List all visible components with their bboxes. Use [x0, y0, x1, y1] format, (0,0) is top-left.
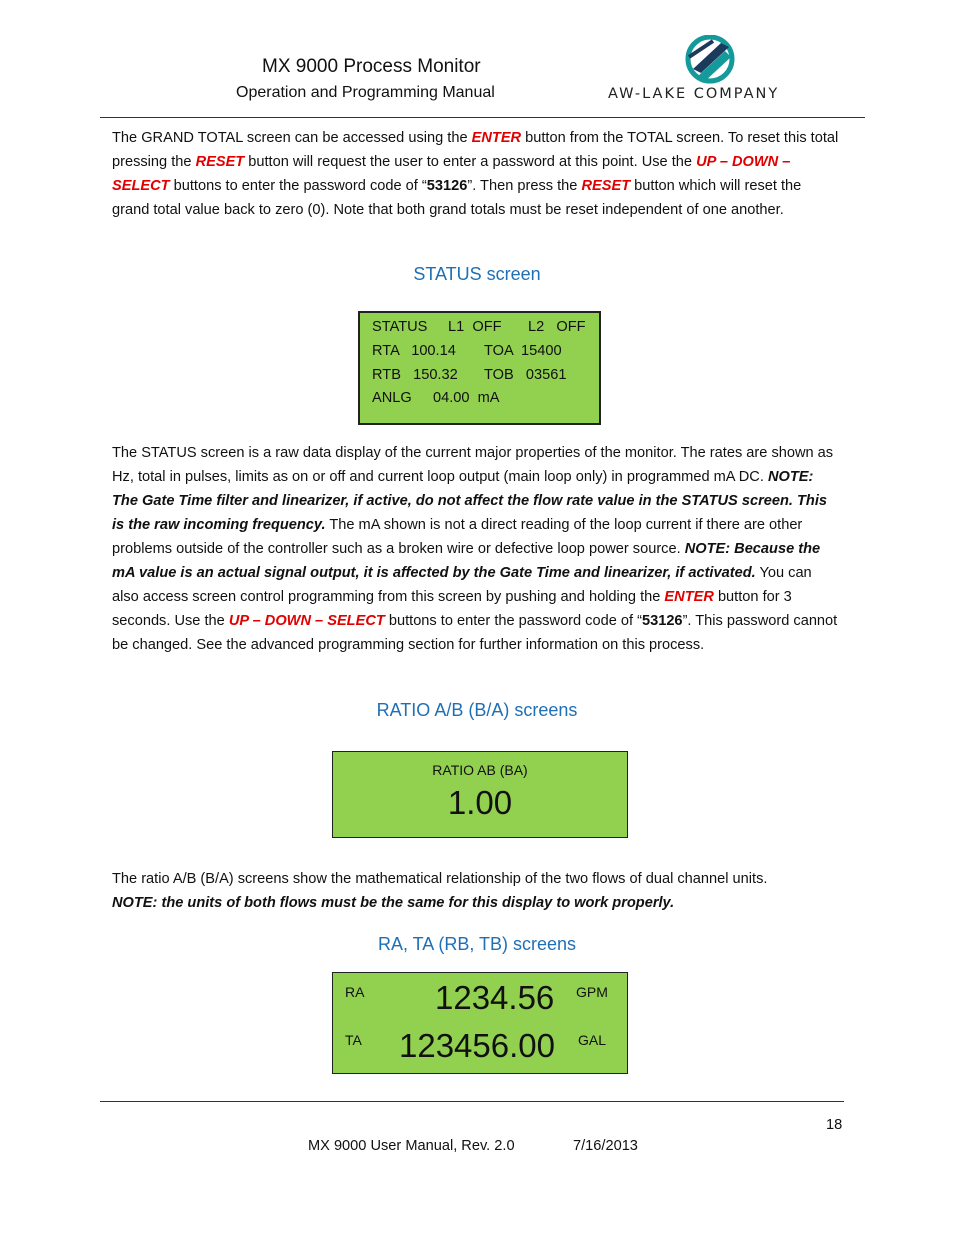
- lcd-toa-value: TOA 15400: [484, 343, 562, 359]
- ta-label: TA: [345, 1032, 362, 1048]
- company-name: AW-LAKE COMPANY: [608, 86, 780, 102]
- lcd-rtb-value: RTB 150.32: [372, 367, 458, 383]
- ratio-lcd-label: RATIO AB (BA): [432, 762, 528, 778]
- ratio-lcd-display: [332, 751, 628, 838]
- ra-label: RA: [345, 984, 365, 1000]
- document-subtitle: Operation and Programming Manual: [236, 84, 495, 101]
- ra-ta-lcd-display: [332, 972, 628, 1074]
- document-title: MX 9000 Process Monitor: [262, 56, 481, 77]
- lcd-anlg-value: 04.00 mA: [433, 390, 500, 406]
- status-screen-heading: STATUS screen: [413, 264, 541, 284]
- lcd-anlg-label: ANLG: [372, 390, 412, 406]
- footer-date: 7/16/2013: [573, 1138, 638, 1154]
- status-paragraph: The STATUS screen is a raw data display of the current major properties of the monitor. The rates are shown as Hz, total in pulses, limits as on or off and current loop output (main loop only) in programmed mA DC. NOTE: The Gate Time filter and linearizer, if active, do not affect the flow rate value in the STATUS screen. This is the raw incoming frequency. The mA shown is not a direct reading of the loop current if there are other problems outside of the controller such as a broken wire or defective loop power source. NOTE: Because the mA value is an actual signal output, it is affected by the Gate Time and linearizer, if activated. You can also access screen control programming from this screen by pushing and holding the ENTER button for 3 seconds. Use the UP – DOWN – SELECT buttons to enter the password code of “53126”. This password cannot be changed. See the advanced programming section for further information on this process.: [112, 445, 838, 653]
- ratio-lcd-value: 1.00: [447, 784, 513, 821]
- lcd-l1-value: L1 OFF: [448, 319, 502, 335]
- header-divider: [100, 117, 865, 118]
- status-lcd-display: [358, 311, 601, 425]
- lcd-status-label: STATUS: [372, 319, 428, 335]
- lcd-tob-value: TOB 03561: [484, 367, 567, 383]
- footer-document-name: MX 9000 User Manual, Rev. 2.0: [308, 1138, 515, 1154]
- ta-value: 123456.00: [399, 1027, 555, 1064]
- ratio-paragraph: The ratio A/B (B/A) screens show the mathematical relationship of the two flows of dual channel units. NOTE: the units of both flows must be the same for this display to work properly.: [112, 871, 768, 911]
- ratio-screens-heading: RATIO A/B (B/A) screens: [376, 700, 578, 720]
- ta-unit: GAL: [578, 1032, 607, 1048]
- footer-divider: [100, 1101, 844, 1102]
- ra-ta-screens-heading: RA, TA (RB, TB) screens: [377, 934, 577, 954]
- page-number: 18: [826, 1117, 843, 1133]
- ra-unit: GPM: [576, 984, 608, 1000]
- lcd-l2-value: L2 OFF: [528, 319, 586, 335]
- lcd-rta-value: RTA 100.14: [372, 343, 456, 359]
- ra-value: 1234.56: [435, 979, 555, 1016]
- grand-total-paragraph: The GRAND TOTAL screen can be accessed using the ENTER button from the TOTAL screen. To reset this total pressing the RESET button will request the user to enter a password at this point. Use the UP – DOWN – SELECT buttons to enter the password code of “53126”. Then press the RESET button which will reset the grand total value back to zero (0). Note that both grand totals must be reset independent of one another.: [112, 130, 839, 218]
